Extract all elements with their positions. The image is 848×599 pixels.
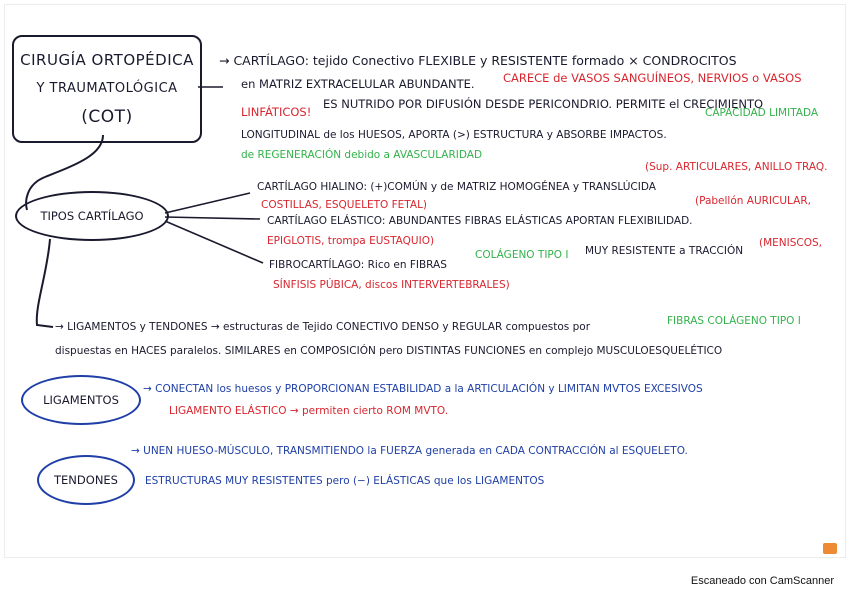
ligamentos-line-b: LIGAMENTO ELÁSTICO → permiten cierto ROM MVTO. — [169, 405, 449, 417]
tipos-cartilago-oval — [15, 191, 169, 241]
cartilago-line-2b: CARECE de VASOS SANGUÍNEOS, NERVIOS o VASOS — [503, 71, 802, 85]
cartilago-line-2a: en MATRIZ EXTRACELULAR ABUNDANTE. — [241, 77, 475, 91]
title-line-3: (COT) — [81, 107, 133, 127]
tendones-label: TENDONES — [54, 473, 118, 487]
cartilago-line-1: → CARTÍLAGO: tejido Conectivo FLEXIBLE y RESISTENTE formado × CONDROCITOS — [219, 53, 737, 68]
lig-tend-line-a: → LIGAMENTOS y TENDONES → estructuras de Tejido CONECTIVO DENSO y REGULAR compuestos por — [55, 321, 591, 333]
title-line-2: Y TRAUMATOLÓGICA — [36, 81, 178, 96]
scanned-note-page — [4, 4, 846, 558]
ligamentos-oval — [21, 375, 141, 425]
fibro-line-a: FIBROCARTÍLAGO: Rico en FIBRAS — [269, 259, 447, 271]
tendones-oval — [37, 455, 135, 505]
camscanner-footer: Escaneado con CamScanner — [690, 575, 834, 587]
cartilago-line-5: de REGENERACIÓN debido a AVASCULARIDAD — [241, 149, 483, 161]
fibro-line-c: MUY RESISTENTE a TRACCIÓN — [585, 245, 744, 257]
cartilago-line-4b: CAPACIDAD LIMITADA — [705, 107, 819, 119]
elastico-line-c: EPIGLOTIS, trompa EUSTAQUIO) — [267, 235, 435, 247]
lig-tend-line-a-green: FIBRAS COLÁGENO TIPO I — [667, 315, 801, 327]
tendones-line-a: → UNEN HUESO-MÚSCULO, TRANSMITIENDO la FUERZA generada en CADA CONTRACCIÓN al ESQUELETO. — [131, 445, 688, 457]
lig-tend-line-b: dispuestas en HACES paralelos. SIMILARES en COMPOSICIÓN pero DISTINTAS FUNCIONES en complejo MUSCULOESQUELÉTICO — [55, 345, 723, 357]
fibro-line-b: COLÁGENO TIPO I — [475, 249, 569, 261]
hialino-line-c: COSTILLAS, ESQUELETO FETAL) — [261, 199, 428, 211]
title-box — [12, 35, 202, 143]
ligamentos-label: LIGAMENTOS — [43, 393, 119, 407]
title-line-1: CIRUGÍA ORTOPÉDICA — [20, 51, 194, 69]
fibro-line-d: (MENISCOS, — [759, 237, 823, 249]
elastico-line-b: (Pabellón AURICULAR, — [695, 195, 811, 207]
cartilago-line-4a: LONGITUDINAL de los HUESOS, APORTA (>) ESTRUCTURA y ABSORBE IMPACTOS. — [241, 129, 667, 141]
scanner-badge-icon — [823, 543, 837, 554]
fibro-line-e: SÍNFISIS PÚBICA, discos INTERVERTEBRALES) — [273, 279, 510, 291]
hialino-line-b: (Sup. ARTICULARES, ANILLO TRAQ. — [645, 161, 828, 173]
cartilago-line-3b: ES NUTRIDO POR DIFUSIÓN DESDE PERICONDRIO. PERMITE el CRECIMIENTO — [323, 97, 764, 111]
tipos-cartilago-label: TIPOS CARTÍLAGO — [40, 209, 144, 223]
elastico-line-a: CARTÍLAGO ELÁSTICO: ABUNDANTES FIBRAS ELÁSTICAS APORTAN FLEXIBILIDAD. — [267, 215, 693, 227]
tendones-line-b: ESTRUCTURAS MUY RESISTENTES pero (−) ELÁSTICAS que los LIGAMENTOS — [145, 475, 545, 487]
ligamentos-line-a: → CONECTAN los huesos y PROPORCIONAN ESTABILIDAD a la ARTICULACIÓN y LIMITAN MVTOS EXCESIVOS — [143, 383, 703, 395]
hialino-line-a: CARTÍLAGO HIALINO: (+)COMÚN y de MATRIZ HOMOGÉNEA y TRANSLÚCIDA — [257, 181, 656, 193]
cartilago-line-3a: LINFÁTICOS! — [241, 105, 312, 119]
